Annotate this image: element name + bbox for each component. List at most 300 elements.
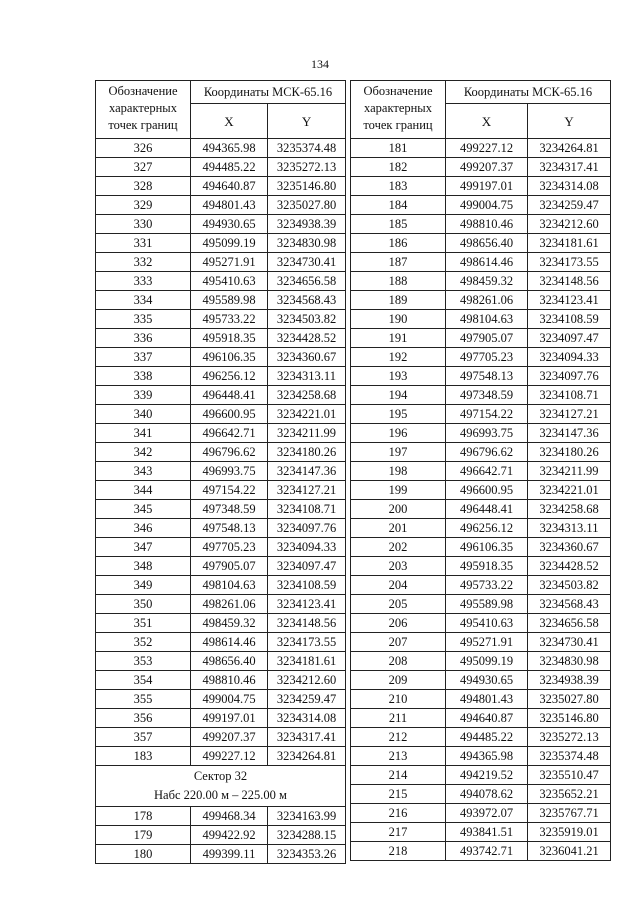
table-row	[96, 253, 346, 272]
y-coordinate-cell: 3234097.47	[268, 557, 346, 576]
y-coordinate-cell: 3234730.41	[528, 633, 611, 652]
x-coordinate-cell: 497154.22	[446, 405, 528, 424]
table-row	[96, 424, 346, 443]
y-coordinate-cell: 3235272.13	[268, 158, 346, 177]
y-coordinate-cell: 3234148.56	[268, 614, 346, 633]
point-number-cell: 344	[96, 481, 191, 500]
table-row	[96, 177, 346, 196]
table-row	[96, 405, 346, 424]
point-number-cell: 356	[96, 709, 191, 728]
table-row	[351, 139, 611, 158]
y-coordinate-cell: 3234147.36	[268, 462, 346, 481]
table-row	[351, 557, 611, 576]
x-coordinate-cell: 499468.34	[191, 807, 268, 826]
y-coordinate-cell: 3234181.61	[268, 652, 346, 671]
table-row	[351, 671, 611, 690]
y-coordinate-cell: 3235027.80	[528, 690, 611, 709]
y-coordinate-cell: 3234730.41	[268, 253, 346, 272]
x-coordinate-cell: 498261.06	[446, 291, 528, 310]
x-coordinate-cell: 493972.07	[446, 804, 528, 823]
x-coordinate-cell: 498459.32	[446, 272, 528, 291]
point-number-cell: 193	[351, 367, 446, 386]
point-number-cell: 334	[96, 291, 191, 310]
point-number-cell: 336	[96, 329, 191, 348]
y-coordinate-cell: 3234221.01	[528, 481, 611, 500]
table-row	[96, 807, 346, 826]
table-row	[351, 785, 611, 804]
y-coordinate-cell: 3234173.55	[528, 253, 611, 272]
y-coordinate-cell: 3234360.67	[528, 538, 611, 557]
point-number-cell: 192	[351, 348, 446, 367]
point-number-cell: 184	[351, 196, 446, 215]
table-row	[351, 443, 611, 462]
table-row	[351, 348, 611, 367]
x-coordinate-cell: 494485.22	[191, 158, 268, 177]
point-designation-header: Обозначение характерных точек границ	[351, 81, 446, 139]
point-number-cell: 205	[351, 595, 446, 614]
x-coordinate-cell: 498104.63	[446, 310, 528, 329]
point-number-cell: 187	[351, 253, 446, 272]
point-number-cell: 197	[351, 443, 446, 462]
x-coordinate-cell: 497348.59	[191, 500, 268, 519]
table-row	[96, 310, 346, 329]
point-number-cell: 343	[96, 462, 191, 481]
point-number-cell: 214	[351, 766, 446, 785]
point-number-cell: 330	[96, 215, 191, 234]
y-coordinate-cell: 3234221.01	[268, 405, 346, 424]
x-coordinate-cell: 498614.46	[446, 253, 528, 272]
table-row	[351, 215, 611, 234]
x-coordinate-cell: 495271.91	[446, 633, 528, 652]
y-coordinate-cell: 3234259.47	[528, 196, 611, 215]
point-number-cell: 346	[96, 519, 191, 538]
x-coordinate-cell: 494640.87	[191, 177, 268, 196]
point-number-cell: 345	[96, 500, 191, 519]
table-row	[351, 424, 611, 443]
table-row	[351, 462, 611, 481]
y-coordinate-cell: 3235027.80	[268, 196, 346, 215]
y-coordinate-cell: 3234127.21	[268, 481, 346, 500]
y-coordinate-cell: 3235146.80	[268, 177, 346, 196]
x-coordinate-cell: 496796.62	[446, 443, 528, 462]
point-number-cell: 333	[96, 272, 191, 291]
x-coordinate-cell: 494219.52	[446, 766, 528, 785]
x-coordinate-cell: 496993.75	[191, 462, 268, 481]
table-row	[96, 671, 346, 690]
y-coordinate-cell: 3234313.11	[528, 519, 611, 538]
y-coordinate-cell: 3234360.67	[268, 348, 346, 367]
table-row	[351, 177, 611, 196]
point-number-cell: 183	[96, 747, 191, 766]
table-row	[96, 443, 346, 462]
point-number-cell: 350	[96, 595, 191, 614]
table-row	[351, 310, 611, 329]
x-coordinate-cell: 496448.41	[191, 386, 268, 405]
y-coordinate-cell: 3234123.41	[528, 291, 611, 310]
table-row	[96, 576, 346, 595]
x-coordinate-cell: 498656.40	[446, 234, 528, 253]
page-number: 134	[311, 57, 329, 71]
point-number-cell: 355	[96, 690, 191, 709]
coordinates-table-right	[350, 80, 611, 861]
y-coordinate-cell: 3234428.52	[528, 557, 611, 576]
point-number-cell: 196	[351, 424, 446, 443]
y-coordinate-cell: 3234173.55	[268, 633, 346, 652]
point-number-cell: 354	[96, 671, 191, 690]
y-coordinate-cell: 3234503.82	[268, 310, 346, 329]
x-coordinate-cell: 494930.65	[446, 671, 528, 690]
sector-row	[96, 766, 346, 807]
table-row	[351, 519, 611, 538]
table-row	[351, 709, 611, 728]
table-row	[351, 690, 611, 709]
point-number-cell: 215	[351, 785, 446, 804]
y-coordinate-cell: 3234264.81	[268, 747, 346, 766]
y-coordinate-cell: 3234163.99	[268, 807, 346, 826]
point-number-cell: 341	[96, 424, 191, 443]
y-coordinate-cell: 3234317.41	[528, 158, 611, 177]
y-coordinate-cell: 3234830.98	[528, 652, 611, 671]
y-coordinate-cell: 3234353.26	[268, 845, 346, 864]
y-coordinate-cell: 3235146.80	[528, 709, 611, 728]
x-coordinate-cell: 498810.46	[446, 215, 528, 234]
y-coordinate-cell: 3234938.39	[268, 215, 346, 234]
point-number-cell: 203	[351, 557, 446, 576]
x-coordinate-cell: 494930.65	[191, 215, 268, 234]
table-row	[96, 158, 346, 177]
y-coordinate-cell: 3234094.33	[528, 348, 611, 367]
table-row	[96, 215, 346, 234]
x-coordinate-cell: 499207.37	[191, 728, 268, 747]
table-row	[96, 367, 346, 386]
x-coordinate-cell: 493841.51	[446, 823, 528, 842]
point-number-cell: 210	[351, 690, 446, 709]
table-row	[351, 481, 611, 500]
table-row	[351, 500, 611, 519]
point-number-cell: 351	[96, 614, 191, 633]
point-number-cell: 342	[96, 443, 191, 462]
table-row	[351, 576, 611, 595]
y-header: Y	[528, 104, 611, 139]
table-row	[96, 652, 346, 671]
y-coordinate-cell: 3234259.47	[268, 690, 346, 709]
y-coordinate-cell: 3234127.21	[528, 405, 611, 424]
table-row	[351, 253, 611, 272]
point-number-cell: 190	[351, 310, 446, 329]
table-row	[96, 462, 346, 481]
y-coordinate-cell: 3234428.52	[268, 329, 346, 348]
x-coordinate-cell: 494365.98	[191, 139, 268, 158]
x-coordinate-cell: 497905.07	[446, 329, 528, 348]
x-coordinate-cell: 496600.95	[191, 405, 268, 424]
x-coordinate-cell: 499197.01	[446, 177, 528, 196]
table-row	[96, 690, 346, 709]
table-row	[351, 595, 611, 614]
point-number-cell: 339	[96, 386, 191, 405]
y-coordinate-cell: 3234108.71	[268, 500, 346, 519]
point-number-cell: 208	[351, 652, 446, 671]
point-number-cell: 198	[351, 462, 446, 481]
point-number-cell: 186	[351, 234, 446, 253]
y-coordinate-cell: 3234568.43	[268, 291, 346, 310]
x-coordinate-cell: 496600.95	[446, 481, 528, 500]
x-coordinate-cell: 493742.71	[446, 842, 528, 861]
point-number-cell: 209	[351, 671, 446, 690]
y-coordinate-cell: 3234211.99	[528, 462, 611, 481]
point-number-cell: 347	[96, 538, 191, 557]
table-row	[351, 842, 611, 861]
x-coordinate-cell: 497548.13	[191, 519, 268, 538]
x-coordinate-cell: 496256.12	[191, 367, 268, 386]
x-coordinate-cell: 497905.07	[191, 557, 268, 576]
y-coordinate-cell: 3235510.47	[528, 766, 611, 785]
table-row	[351, 614, 611, 633]
table-row	[96, 557, 346, 576]
point-number-cell: 213	[351, 747, 446, 766]
y-coordinate-cell: 3235767.71	[528, 804, 611, 823]
y-coordinate-cell: 3234181.61	[528, 234, 611, 253]
x-coordinate-cell: 495589.98	[446, 595, 528, 614]
table-row	[351, 747, 611, 766]
y-coordinate-cell: 3234288.15	[268, 826, 346, 845]
x-coordinate-cell: 499197.01	[191, 709, 268, 728]
x-coordinate-cell: 496642.71	[446, 462, 528, 481]
y-coordinate-cell: 3235272.13	[528, 728, 611, 747]
x-coordinate-cell: 497548.13	[446, 367, 528, 386]
y-coordinate-cell: 3234656.58	[268, 272, 346, 291]
x-coordinate-cell: 495099.19	[191, 234, 268, 253]
table-row	[351, 386, 611, 405]
table-row	[351, 633, 611, 652]
x-coordinate-cell: 495733.22	[446, 576, 528, 595]
y-coordinate-cell: 3234147.36	[528, 424, 611, 443]
point-number-cell: 211	[351, 709, 446, 728]
x-coordinate-cell: 495918.35	[446, 557, 528, 576]
y-coordinate-cell: 3234313.11	[268, 367, 346, 386]
table-row	[96, 633, 346, 652]
x-coordinate-cell: 494078.62	[446, 785, 528, 804]
table-row	[351, 804, 611, 823]
x-coordinate-cell: 499227.12	[446, 139, 528, 158]
point-number-cell: 326	[96, 139, 191, 158]
point-number-cell: 217	[351, 823, 446, 842]
point-number-cell: 207	[351, 633, 446, 652]
y-coordinate-cell: 3234180.26	[268, 443, 346, 462]
table-row	[96, 291, 346, 310]
y-coordinate-cell: 3234258.68	[528, 500, 611, 519]
left-rows-after-sector	[96, 807, 346, 864]
table-row	[351, 405, 611, 424]
point-number-cell: 200	[351, 500, 446, 519]
x-coordinate-cell: 495589.98	[191, 291, 268, 310]
coordinates-table-left	[95, 80, 346, 864]
point-number-cell: 199	[351, 481, 446, 500]
table-row	[96, 845, 346, 864]
point-number-cell: 201	[351, 519, 446, 538]
table-row	[96, 519, 346, 538]
table-row	[351, 234, 611, 253]
y-coordinate-cell: 3235652.21	[528, 785, 611, 804]
point-number-cell: 329	[96, 196, 191, 215]
y-coordinate-cell: 3234097.47	[528, 329, 611, 348]
x-coordinate-cell: 498656.40	[191, 652, 268, 671]
y-coordinate-cell: 3234656.58	[528, 614, 611, 633]
coordinates-header: Координаты МСК-65.16	[191, 81, 346, 104]
y-coordinate-cell: 3234148.56	[528, 272, 611, 291]
y-coordinate-cell: 3234108.71	[528, 386, 611, 405]
table-row	[96, 595, 346, 614]
point-number-cell: 202	[351, 538, 446, 557]
x-coordinate-cell: 495410.63	[446, 614, 528, 633]
table-row	[351, 272, 611, 291]
table-row	[96, 196, 346, 215]
y-coordinate-cell: 3236041.21	[528, 842, 611, 861]
table-row	[96, 329, 346, 348]
x-header: X	[191, 104, 268, 139]
x-coordinate-cell: 496993.75	[446, 424, 528, 443]
table-row	[351, 766, 611, 785]
point-number-cell: 349	[96, 576, 191, 595]
y-header: Y	[268, 104, 346, 139]
table-row	[96, 709, 346, 728]
x-coordinate-cell: 499227.12	[191, 747, 268, 766]
point-number-cell: 181	[351, 139, 446, 158]
table-row	[351, 367, 611, 386]
point-number-cell: 204	[351, 576, 446, 595]
table-row	[96, 614, 346, 633]
x-coordinate-cell: 494640.87	[446, 709, 528, 728]
y-coordinate-cell: 3234258.68	[268, 386, 346, 405]
y-coordinate-cell: 3234123.41	[268, 595, 346, 614]
x-coordinate-cell: 494801.43	[446, 690, 528, 709]
sector-title: Сектор 32	[193, 769, 248, 783]
table-row	[96, 500, 346, 519]
table-row	[351, 196, 611, 215]
y-coordinate-cell: 3234503.82	[528, 576, 611, 595]
point-number-cell: 353	[96, 652, 191, 671]
x-coordinate-cell: 499399.11	[191, 845, 268, 864]
point-number-cell: 185	[351, 215, 446, 234]
point-number-cell: 180	[96, 845, 191, 864]
y-coordinate-cell: 3234938.39	[528, 671, 611, 690]
sector-height-range: Набс 220.00 м – 225.00 м	[154, 788, 287, 802]
point-number-cell: 191	[351, 329, 446, 348]
table-row	[96, 826, 346, 845]
x-coordinate-cell: 496106.35	[191, 348, 268, 367]
y-coordinate-cell: 3234264.81	[528, 139, 611, 158]
y-coordinate-cell: 3235919.01	[528, 823, 611, 842]
y-coordinate-cell: 3234097.76	[528, 367, 611, 386]
x-coordinate-cell: 498104.63	[191, 576, 268, 595]
point-number-cell: 206	[351, 614, 446, 633]
point-number-cell: 340	[96, 405, 191, 424]
y-coordinate-cell: 3234108.59	[528, 310, 611, 329]
x-coordinate-cell: 499422.92	[191, 826, 268, 845]
left-rows	[96, 139, 346, 766]
point-designation-header: Обозначение характерных точек границ	[96, 81, 191, 139]
point-number-cell: 332	[96, 253, 191, 272]
point-number-cell: 327	[96, 158, 191, 177]
y-coordinate-cell: 3234212.60	[528, 215, 611, 234]
point-number-cell: 337	[96, 348, 191, 367]
point-number-cell: 188	[351, 272, 446, 291]
table-row	[351, 329, 611, 348]
x-header: X	[446, 104, 528, 139]
x-coordinate-cell: 496256.12	[446, 519, 528, 538]
x-coordinate-cell: 499207.37	[446, 158, 528, 177]
table-row	[351, 823, 611, 842]
y-coordinate-cell: 3234108.59	[268, 576, 346, 595]
x-coordinate-cell: 495918.35	[191, 329, 268, 348]
x-coordinate-cell: 494801.43	[191, 196, 268, 215]
y-coordinate-cell: 3235374.48	[268, 139, 346, 158]
y-coordinate-cell: 3234097.76	[268, 519, 346, 538]
table-row	[351, 538, 611, 557]
table-row	[96, 481, 346, 500]
y-coordinate-cell: 3234094.33	[268, 538, 346, 557]
y-coordinate-cell: 3234180.26	[528, 443, 611, 462]
table-row	[96, 386, 346, 405]
table-row	[96, 747, 346, 766]
y-coordinate-cell: 3234568.43	[528, 595, 611, 614]
x-coordinate-cell: 497705.23	[191, 538, 268, 557]
point-number-cell: 331	[96, 234, 191, 253]
table-row	[351, 652, 611, 671]
x-coordinate-cell: 498810.46	[191, 671, 268, 690]
x-coordinate-cell: 495099.19	[446, 652, 528, 671]
x-coordinate-cell: 497348.59	[446, 386, 528, 405]
point-number-cell: 218	[351, 842, 446, 861]
x-coordinate-cell: 498261.06	[191, 595, 268, 614]
x-coordinate-cell: 494485.22	[446, 728, 528, 747]
y-coordinate-cell: 3234317.41	[268, 728, 346, 747]
y-coordinate-cell: 3234211.99	[268, 424, 346, 443]
coordinates-header: Координаты МСК-65.16	[446, 81, 611, 104]
x-coordinate-cell: 495271.91	[191, 253, 268, 272]
x-coordinate-cell: 498459.32	[191, 614, 268, 633]
point-number-cell: 352	[96, 633, 191, 652]
point-number-cell: 182	[351, 158, 446, 177]
table-row	[96, 272, 346, 291]
table-row	[351, 728, 611, 747]
point-number-cell: 194	[351, 386, 446, 405]
sector-cell	[96, 766, 346, 807]
point-number-cell: 178	[96, 807, 191, 826]
point-number-cell: 189	[351, 291, 446, 310]
table-row	[96, 348, 346, 367]
point-number-cell: 357	[96, 728, 191, 747]
x-coordinate-cell: 496106.35	[446, 538, 528, 557]
point-number-cell: 216	[351, 804, 446, 823]
table-row	[96, 728, 346, 747]
point-number-cell: 328	[96, 177, 191, 196]
x-coordinate-cell: 496796.62	[191, 443, 268, 462]
y-coordinate-cell: 3234314.08	[528, 177, 611, 196]
y-coordinate-cell: 3234314.08	[268, 709, 346, 728]
x-coordinate-cell: 498614.46	[191, 633, 268, 652]
table-row	[351, 158, 611, 177]
table-row	[96, 139, 346, 158]
x-coordinate-cell: 499004.75	[446, 196, 528, 215]
x-coordinate-cell: 497705.23	[446, 348, 528, 367]
point-number-cell: 338	[96, 367, 191, 386]
x-coordinate-cell: 495733.22	[191, 310, 268, 329]
y-coordinate-cell: 3234212.60	[268, 671, 346, 690]
table-row	[351, 291, 611, 310]
point-number-cell: 348	[96, 557, 191, 576]
x-coordinate-cell: 499004.75	[191, 690, 268, 709]
right-rows	[351, 139, 611, 861]
